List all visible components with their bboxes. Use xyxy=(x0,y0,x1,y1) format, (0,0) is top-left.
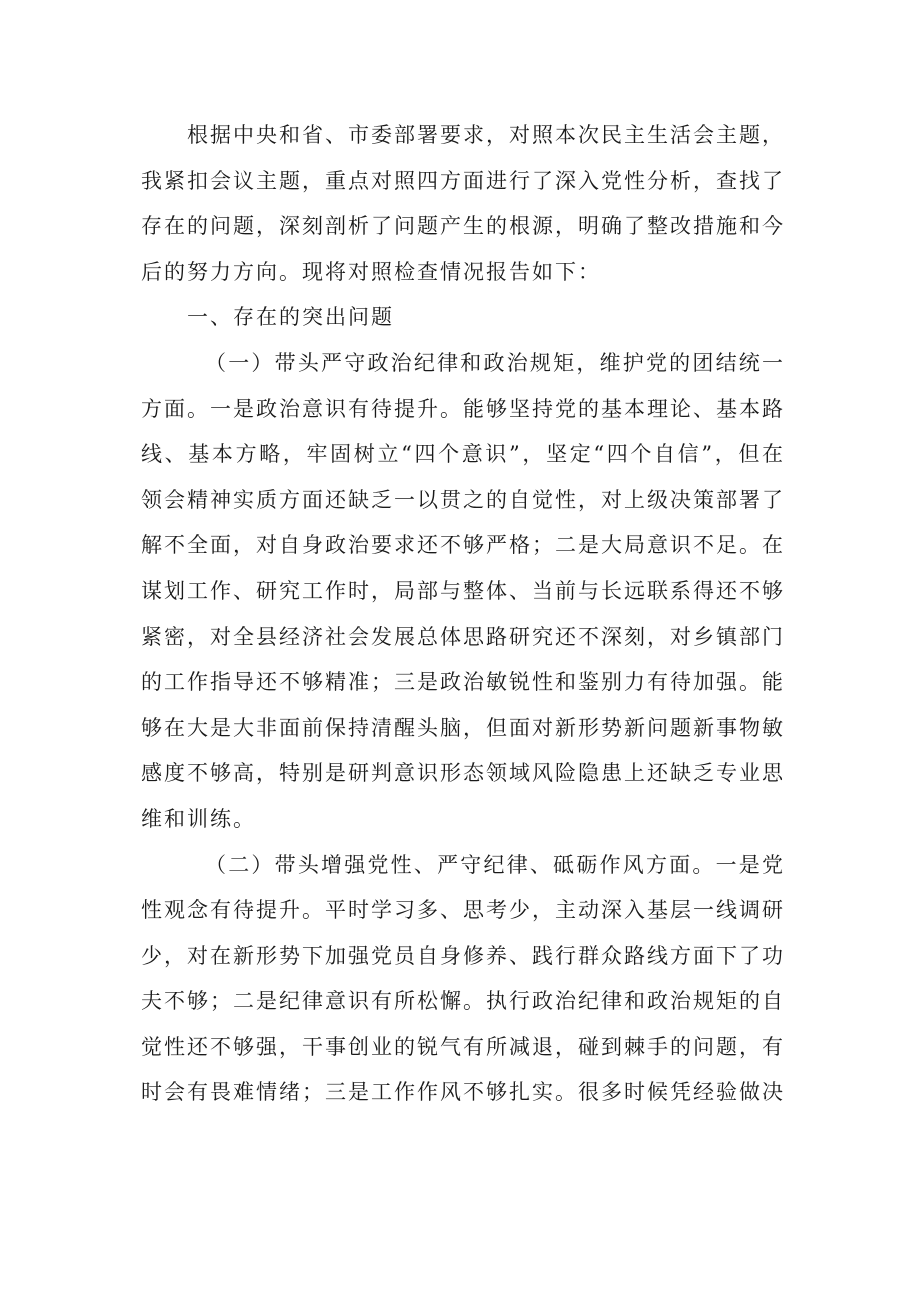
item-paragraph-1: （一）带头严守政治纪律和政治规矩，维护党的团结统一方面。一是政治意识有待提升。能够坚持党的基本理论、基本路线、基本方略，牢固树立“四个意识”，坚定“四个自信”，但在领会精神实质方面还缺乏一以贯之的自觉性，对上级决策部署了解不全面，对自身政治要求还不够严格；二是大局意识不足。在谋划工作、研究工作时，局部与整体、当前与长远联系得还不够紧密，对全县经济社会发展总体思路研究还不深刻，对乡镇部门的工作指导还不够精准；三是政治敏锐性和鉴别力有待加强。能够在大是大非面前保持清醒头脑，但面对新形势新问题新事物敏感度不够高，特别是研判意识形态领域风险隐患上还缺乏专业思维和训练。 xyxy=(141,350,785,831)
item-paragraph-2: （二）带头增强党性、严守纪律、砥砺作风方面。一是党性观念有待提升。平时学习多、思考少，主动深入基层一线调研少，对在新形势下加强党员自身修养、践行群众路线方面下了功夫不够；二是纪律意识有所松懈。执行政治纪律和政治规矩的自觉性还不够强，干事创业的锐气有所减退，碰到棘手的问题，有时会有畏难情绪；三是工作作风不够扎实。很多时候凭经验做决 xyxy=(141,852,785,1105)
section-heading-problems: 一、存在的突出问题 xyxy=(187,305,394,330)
intro-paragraph: 根据中央和省、市委部署要求，对照本次民主生活会主题，我紧扣会议主题，重点对照四方面进行了深入党性分析，查找了存在的问题，深刻剖析了问题产生的根源，明确了整改措施和今后的努力方向。现将对照检查情况报告如下： xyxy=(141,123,785,284)
document-body xyxy=(141,113,785,1116)
